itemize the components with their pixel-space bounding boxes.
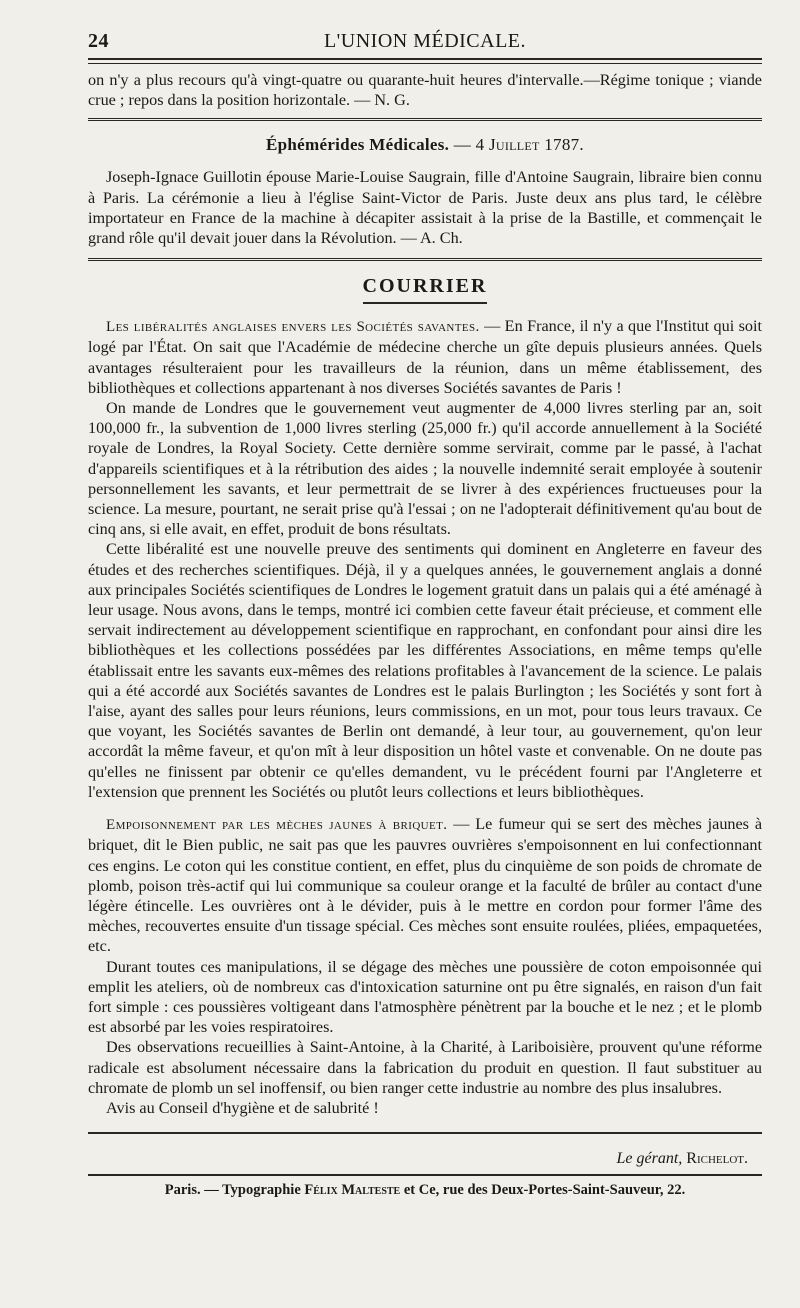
header-rule	[88, 58, 762, 60]
ephemerides-date: — 4 Juillet 1787.	[453, 135, 584, 155]
journal-title: L'UNION MÉDICALE.	[323, 30, 527, 52]
imprint-prefix: Paris. — Typographie	[164, 1182, 301, 1199]
article2-paragraph-1	[88, 814, 762, 956]
footer-rule	[88, 1132, 762, 1134]
article2-paragraph-3: Des observations recueillies à Saint-Antoine, à la Charité, à Lariboisière, prouvent qu'une réforme radicale est absolument nécessaire dans la fabrication du produit en question. Il faut substituer au chromate de plomb un sel inoffensif, ou bien ranger cette industrie au nombre des plus insalubres.	[88, 1038, 762, 1097]
running-head	[88, 28, 762, 58]
courrier-heading-wrap	[88, 275, 762, 304]
imprint-printer-name: Félix Malteste	[304, 1182, 401, 1199]
ephemerides-heading	[88, 135, 762, 155]
article2-paragraph-2: Durant toutes ces manipulations, il se dégage des mèches une poussière de coton empoisonnée qui emplit les ateliers, où de nombreux cas d'intoxication saturnine ont pu être signalés, en raison d'un fait fort simple : ces poussières voltigeant dans l'atmosphère pénètrent par la bouche et le nez ; et le plomb est absorbé par les voies respiratoires.	[88, 957, 762, 1037]
ephemerides-title: Éphémérides Médicales.	[266, 135, 450, 155]
section-divider-2	[88, 258, 762, 261]
imprint-rule	[88, 1174, 762, 1176]
article1-paragraph-2: On mande de Londres que le gouvernement veut augmenter de 4,000 livres sterling par an, soit 100,000 fr., la subvention de 1,000 livres sterling (25,000 fr.) qu'il accorde annuellement à la Société royale de Londres, la Royal Society. Cette dernière somme servirait, comme par le passé, à l'achat d'appareils scientifiques et à la rétribution des aides ; la nouvelle indemnité serait employée à soutenir personnellement les savants, et leur permettrait de se livrer à des expériences fructueuses pour la science. La mesure, pourtant, ne serait prise qu'à l'essai ; on ne l'adopterait définitivement qu'au bout de cinq ans, si elle avait, en effet, produit de bons résultats.	[88, 399, 762, 539]
article1-text-1: — En France, il n'y a que l'Institut qui soit logé par l'État. On sait que l'Académie de médecine cherche un gîte depuis plusieurs années. Quels avantages résulteraient pour les travailleurs de la réunion, dans un même établissement, des bibliothèques et collections appartenant à nos diverses Sociétés savantes de Paris !	[88, 317, 763, 397]
article1-paragraph-1	[88, 316, 762, 398]
courrier-heading: COURRIER	[363, 275, 488, 304]
intro-paragraph: on n'y a plus recours qu'à vingt-quatre ou quarante-huit heures d'intervalle.—Régime tonique ; viande crue ; repos dans la position horizontale. — N. G.	[88, 71, 762, 110]
gerant-signature	[88, 1150, 762, 1168]
section-divider	[88, 118, 762, 121]
ephemerides-paragraph: Joseph-Ignace Guillotin épouse Marie-Louise Saugrain, fille d'Antoine Saugrain, libraire bien connu à Paris. La cérémonie a lieu à l'église Saint-Victor de Paris. Juste deux ans plus tard, le célèbre importateur en France de la machine à décapiter assistait à la prise de la Bastille, et commençait le grand rôle qu'il devait jouer dans la Révolution. — A. Ch.	[88, 168, 762, 248]
article2-text-1: — Le fumeur qui se sert des mèches jaunes à briquet, dit le Bien public, ne sait pas que les pauvres ouvrières s'empoisonnent en lui confectionnant ces engins. Le coton qui les constitue contient, en effet, plus du cinquième de son poids de chromate de plomb, poison très-actif qui lui communique sa couleur orange et la faculté de brûler au contact d'une légère étincelle. Les ouvrières ont à le dévider, puis à le mettre en cordon pour former l'âme des mèches, recouvertes ensuite d'un tissage spécial. Ces mèches sont ensuite roulées, pliées, empaquetées, etc.	[88, 815, 763, 956]
gerant-name: Richelot.	[686, 1150, 748, 1168]
article2-lead: Empoisonnement par les mèches jaunes à briquet.	[106, 817, 448, 834]
header-rule-thin	[88, 63, 762, 64]
imprint-suffix: et Ce, rue des Deux-Portes-Saint-Sauveur, 22.	[403, 1182, 686, 1199]
article2-paragraph-4: Avis au Conseil d'hygiène et de salubrité !	[106, 1098, 379, 1117]
article1-paragraph-3: Cette libéralité est une nouvelle preuve des sentiments qui dominent en Angleterre en faveur des études et des recherches scientifiques. Déjà, il y a quelques années, le gouvernement anglais a donné aux principales Sociétés scientifiques de Londres le logement gratuit dans un palais qui a été aménagé à leur usage. Nous avons, dans le temps, montré ici combien cette faveur était précieuse, et comment elle servait indirectement au développement scientifique en rapprochant, en confondant pour ainsi dire les bibliothèques et les collections possédées par les différentes Associations, en même temps qu'elle établissait entre les savants eux-mêmes des relations profitables à l'avancement de la science. Le palais qui a été accordé aux Sociétés savantes de Londres est le palais Burlington ; les Sociétés y sont fort à l'aise, ayant des salles pour leurs réunions, leurs commissions, en un mot, pour tous leurs travaux. Ce que voyant, les Sociétés savantes de Berlin ont demandé, à leur tour, au gouvernement, qu'on leur accordât la même faveur, et qu'on mît à leur disposition un hôtel vaste et convenable. On ne doute pas qu'elles ne finissent par obtenir ce qu'elles demandent, vu le précédent fourni par l'Angleterre et l'extension que prennent les Sociétés ou plutôt leurs collections et leurs bibliothèques.	[88, 540, 762, 801]
article1-lead: Les libéralités anglaises envers les Sociétés savantes.	[106, 319, 480, 336]
page-number: 24	[88, 30, 109, 52]
imprint-line	[88, 1182, 762, 1199]
gerant-label: Le gérant,	[616, 1150, 683, 1168]
